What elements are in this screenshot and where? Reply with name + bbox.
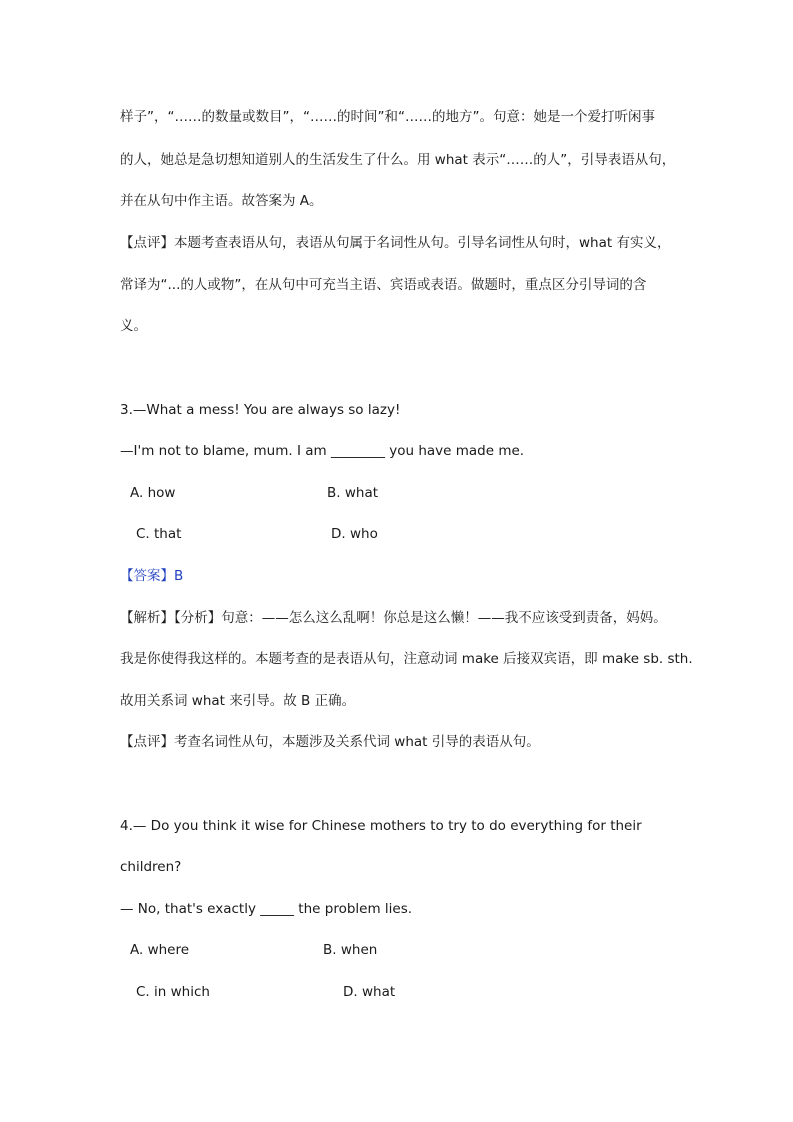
comment-line-3: 义。 (120, 318, 147, 334)
explanation-line-1: 样子”，“……的数量或数目”，“……的时间”和“……的地方”。句意：她是一个爱打听闲事 (120, 109, 655, 125)
q3-prompt-line-2: —I'm not to blame, mum. I am ________ you have made me. (120, 443, 525, 459)
q3-answer: 【答案】B (120, 568, 184, 584)
q4-option-a: A. where (130, 942, 190, 958)
q3-analysis-line-3: 故用关系词 what 来引导。故 B 正确。 (120, 693, 356, 709)
comment-line-2: 常译为“...的人或物”，在从句中可充当主语、宾语或表语。做题时，重点区分引导词的含 (120, 277, 647, 293)
q4-prompt-line-1: 4.— Do you think it wise for Chinese mothers to try to do everything for their (120, 818, 642, 834)
q4-prompt-line-3: — No, that's exactly _____ the problem lies. (120, 901, 413, 917)
q3-option-a: A. how (130, 485, 176, 501)
q3-analysis-line-1: 【解析】【分析】句意：——怎么这么乱啊！你总是这么懒！——我不应该受到责备，妈妈。 (120, 610, 667, 626)
q4-option-c: C. in which (136, 984, 210, 1000)
explanation-line-2: 的人，她总是急切想知道别人的生活发生了什么。用 what 表示“……的人”，引导表语从句， (120, 152, 676, 168)
comment-line-1: 【点评】本题考查表语从句，表语从句属于名词性从句。引导名词性从句时，what 有实义， (120, 235, 671, 251)
q3-option-d: D. who (331, 526, 378, 542)
q4-option-b: B. when (323, 942, 378, 958)
q3-option-c: C. that (136, 526, 182, 542)
q3-prompt-line-1: 3.—What a mess! You are always so lazy! (120, 402, 401, 418)
q4-prompt-line-2: children? (120, 859, 182, 875)
q3-analysis-line-2: 我是你使得我这样的。本题考查的是表语从句，注意动词 make 后接双宾语，即 make sb. sth. (120, 651, 693, 667)
q4-option-d: D. what (343, 984, 396, 1000)
q3-option-b: B. what (327, 485, 379, 501)
q3-comment: 【点评】考查名词性从句，本题涉及关系代词 what 引导的表语从句。 (120, 734, 540, 750)
explanation-line-3: 并在从句中作主语。故答案为 A。 (120, 193, 323, 209)
